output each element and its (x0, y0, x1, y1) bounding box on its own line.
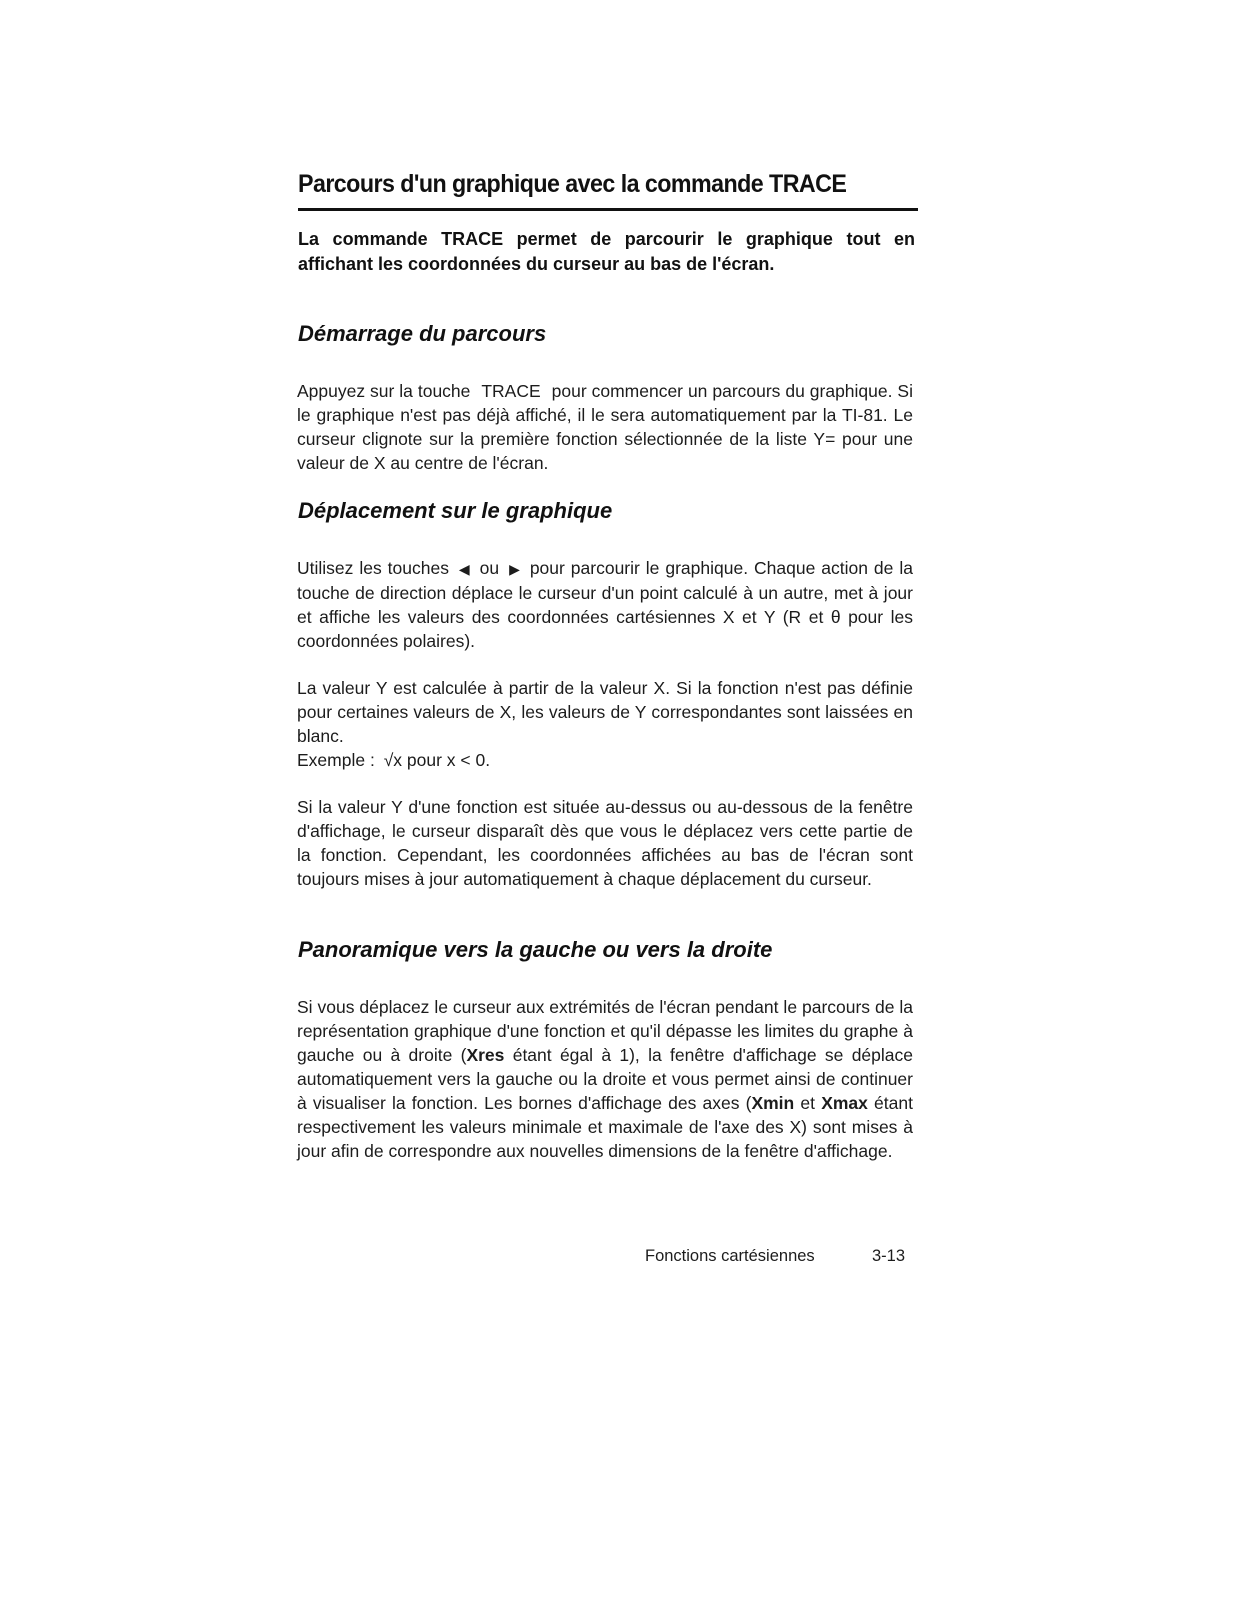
section-heading-deplacement: Déplacement sur le graphique (298, 498, 613, 523)
paragraph-panoramique (297, 995, 913, 1163)
section-heading-panoramique: Panoramique vers la gauche ou vers la droite (298, 937, 773, 962)
text-segment: Si vous déplacez le curseur aux extrémités de l'écran pendant le parcours de la représentation graphique d'une fonction et qu'il dépasse les limites du graphe à gauche ou à droite ( (297, 997, 913, 1065)
page-title: Parcours d'un graphique avec la commande TRACE (298, 170, 847, 198)
intro-paragraph: La commande TRACE permet de parcourir le graphique tout en affichant les coordonnées du curseur au bas de l'écran. (298, 229, 915, 274)
text-segment: Appuyez sur la touche (297, 381, 471, 401)
text-segment: Utilisez les touches (297, 558, 449, 578)
text-segment: ou (479, 558, 500, 578)
section-heading-demarrage: Démarrage du parcours (298, 321, 547, 346)
example-label: Exemple : (297, 750, 375, 770)
paragraph-deplacement-3: Si la valeur Y d'une fonction est située au-dessus ou au-dessous de la fenêtre d'affichage, le curseur disparaît dès que vous le déplacez vers cette partie de la fonction. Cependant, les coordonnées affichées au bas de l'écran sont toujours mises à jour automatiquement à chaque déplacement du curseur. (297, 797, 913, 889)
text-segment: étant respectivement les valeurs minimale et maximale de l'axe des X) sont mises à jour afin de correspondre aux nouvelles dimensions de la fenêtre d'affichage. (297, 1093, 913, 1161)
text-segment: étant égal à 1), la fenêtre d'affichage se déplace automatiquement vers la gauche ou la droite et vous permet ainsi de continuer à visualiser la fonction. Les bornes d'affichage des axes ( (297, 1045, 914, 1113)
right-arrow-icon: ▶ (509, 561, 520, 577)
text-segment: La valeur Y est calculée à partir de la valeur X. Si la fonction n'est pas définie pour certaines valeurs de X, les valeurs de Y correspondantes sont laissées en blanc. (297, 678, 913, 746)
text-segment: et (794, 1093, 822, 1113)
paragraph-deplacement-1 (297, 556, 913, 653)
footer-page-number: 3-13 (872, 1247, 906, 1265)
title-rule (298, 208, 918, 211)
xres-term: Xres (466, 1045, 505, 1065)
example-text: x pour x < 0. (393, 750, 491, 770)
paragraph-demarrage (297, 379, 913, 475)
xmax-term: Xmax (821, 1093, 868, 1113)
xmin-term: Xmin (751, 1093, 795, 1113)
text-segment: pour parcourir le graphique. Chaque action de la touche de direction déplace le curseur d'un point calculé à un autre, met à jour et affiche les valeurs des coordonnées cartésiennes X et Y (R et θ pour les coordonnées polaires). (297, 558, 913, 651)
sqrt-icon: √ (383, 750, 394, 770)
paragraph-deplacement-2 (297, 676, 913, 772)
text-segment: pour commencer un parcours du graphique. Si le graphique n'est pas déjà affiché, il le sera automatiquement par la TI-81. Le curseur clignote sur la première fonction sélectionnée de la liste Y= pour une valeur de X au centre de l'écran. (297, 381, 913, 473)
footer-chapter-label: Fonctions cartésiennes (645, 1247, 815, 1265)
trace-key: TRACE (481, 381, 541, 401)
left-arrow-icon: ◀ (458, 561, 470, 577)
